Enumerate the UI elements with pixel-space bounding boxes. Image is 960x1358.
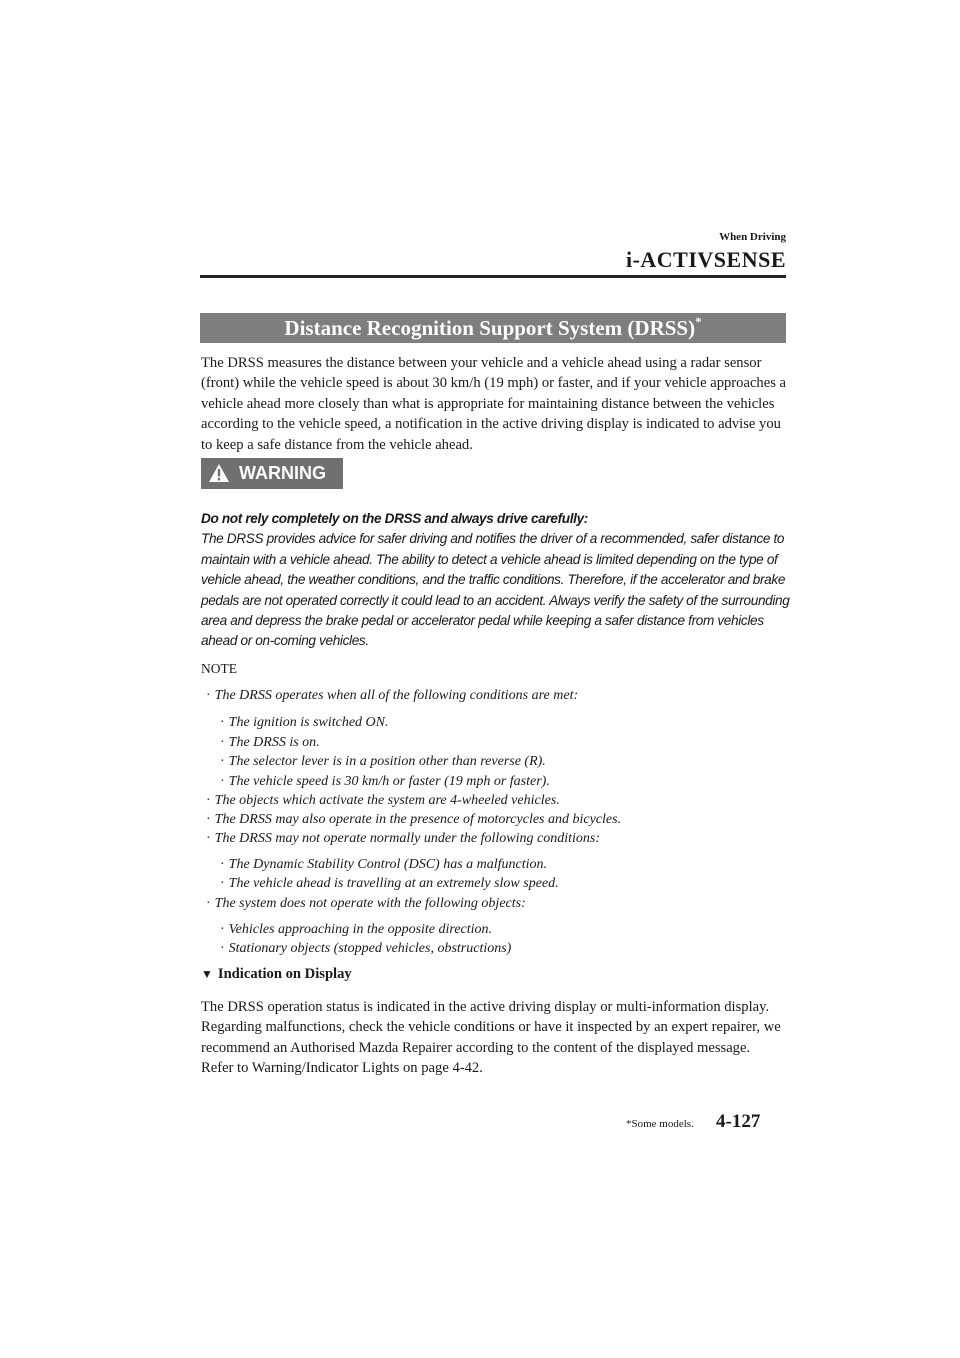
note-subitem: · Stationary objects (stopped vehicles, obstructions) [220, 941, 512, 956]
footnote: *Some models. [626, 1118, 694, 1130]
note-item: · The DRSS operates when all of the following conditions are met: [206, 688, 579, 703]
section-title: i-ACTIVSENSE [625, 247, 786, 272]
warning-body: The DRSS provides advice for safer driving and notifies the driver of a recommended, safer distance to maintain with a vehicle ahead. The ability to detect a vehicle ahead is limited depending on the type of vehicle ahead, the weather conditions, and the traffic conditions. Therefore, if the accelerator and brake pedals are not operated correctly it could lead to an accident. Always verify the safety of the surrounding area and depress the brake pedal or accelerator pedal while keeping a safer distance from vehicles ahead or on-coming vehicles. [201, 531, 790, 649]
page-number: 4-127 [716, 1111, 761, 1132]
note-subitem: · The Dynamic Stability Control (DSC) has a malfunction. [220, 857, 548, 872]
note-item: · The DRSS may not operate normally under the following conditions: [206, 831, 601, 846]
page-reference-link[interactable]: Refer to Warning/Indicator Lights on page 4-42. [201, 1060, 483, 1077]
indication-body: The DRSS operation status is indicated in the active driving display or multi-information display. Regarding malfunctions, check the vehicle conditions or have it inspected by an expert repairer, we recommend an Authorised Mazda Repairer according to the content of the displayed message. [201, 999, 781, 1056]
warning-triangle-icon [208, 463, 230, 483]
section-banner [200, 313, 786, 343]
warning-label-box [201, 458, 343, 489]
section-label: When Driving [719, 231, 786, 243]
header-rule [200, 275, 786, 278]
warning-heading: Do not rely completely on the DRSS and always drive carefully: [201, 511, 588, 526]
note-subitem: · The vehicle ahead is travelling at an extremely slow speed. [220, 876, 559, 891]
note-item: · The system does not operate with the following objects: [206, 896, 526, 911]
note-subitem: · The selector lever is in a position other than reverse (R). [220, 754, 546, 769]
note-subitem: · The DRSS is on. [220, 735, 320, 750]
note-subitem: · The vehicle speed is 30 km/h or faster (19 mph or faster). [220, 774, 550, 789]
note-item: · The DRSS may also operate in the presence of motorcycles and bicycles. [206, 812, 622, 827]
note-subitem: · The ignition is switched ON. [220, 715, 389, 730]
some-models-mark: * [695, 314, 702, 329]
indication-heading: ▼ Indication on Display [201, 966, 352, 982]
indication-paragraph [201, 997, 791, 1079]
warning-text [201, 509, 791, 652]
banner-title: Distance Recognition Support System (DRSS) [284, 316, 696, 340]
note-subitem: · Vehicles approaching in the opposite direction. [220, 922, 493, 937]
note-item: · The objects which activate the system are 4-wheeled vehicles. [206, 793, 560, 808]
warning-label: WARNING [239, 463, 326, 483]
intro-paragraph: The DRSS measures the distance between your vehicle and a vehicle ahead using a radar sensor (front) while the vehicle speed is about 30 km/h (19 mph) or faster, and if your vehicle approaches a vehicle ahead more closely than what is appropriate for maintaining distance between the vehicles according to the vehicle speed, a notification in the active driving display is indicated to advise you to keep a safe distance from the vehicle ahead. [201, 355, 786, 453]
note-label: NOTE [201, 661, 237, 676]
triangle-down-icon: ▼ [201, 967, 213, 981]
